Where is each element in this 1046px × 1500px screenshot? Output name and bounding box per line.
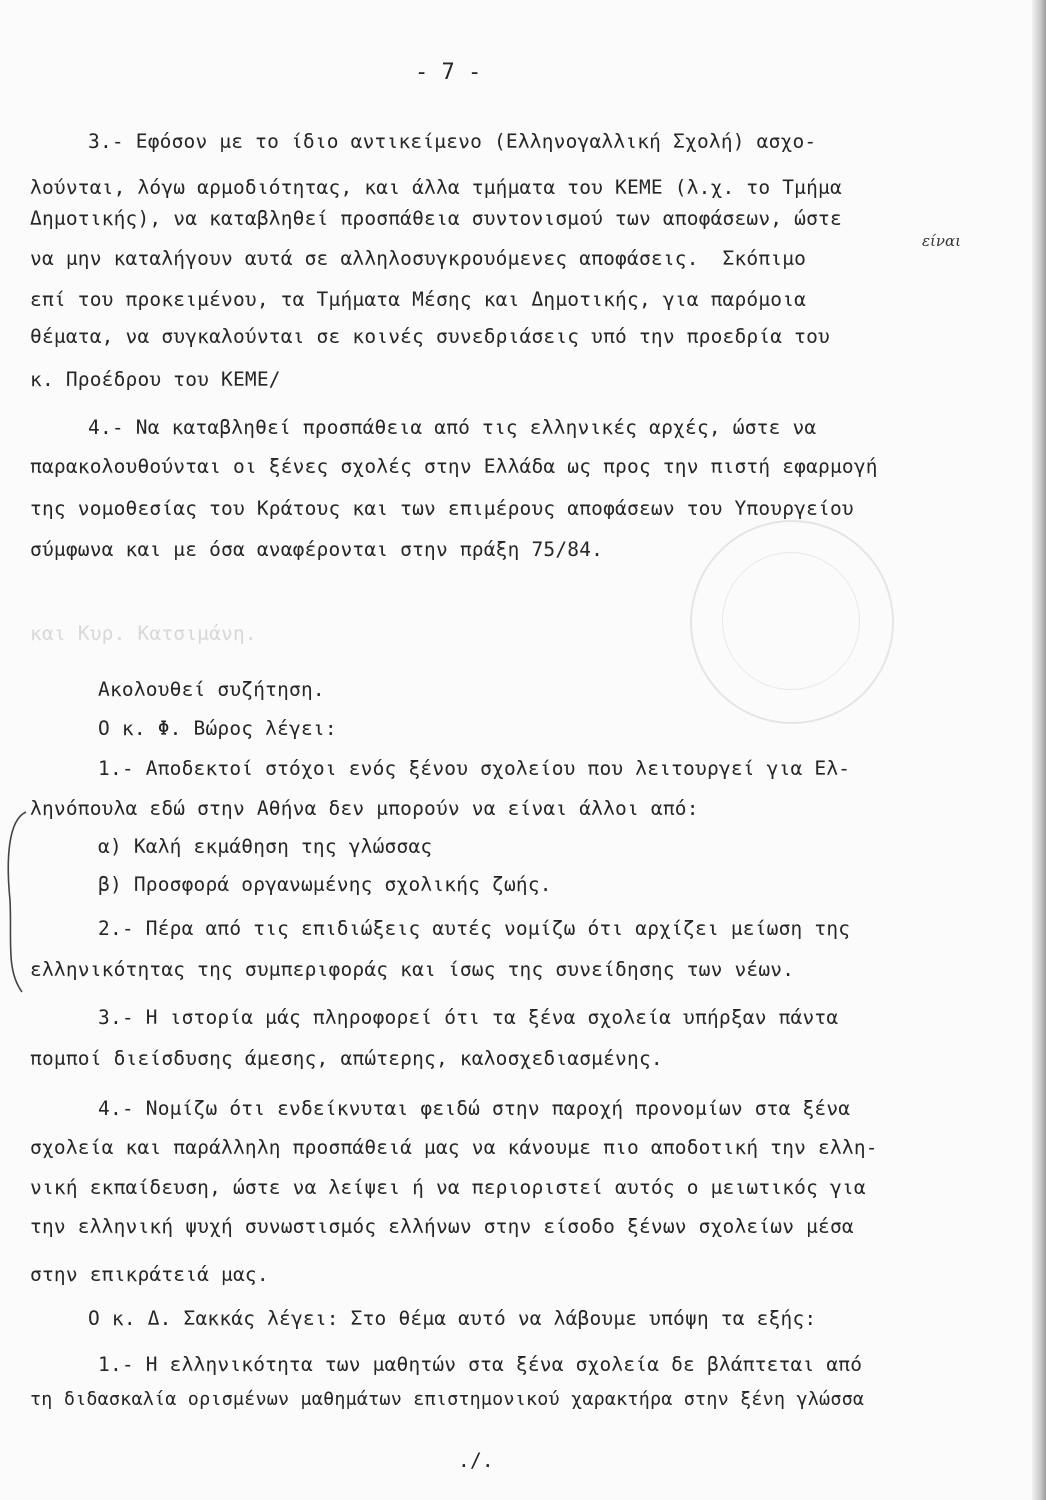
official-stamp [690,520,894,724]
text-line: Ο κ. Φ. Βώρος λέγει: [98,717,337,740]
text-line: ελληνικότητας της συμπεριφοράς και ίσως της συνείδησης των νέων. [30,958,795,981]
text-line: κ. Προέδρου του ΚΕΜΕ/ [30,368,281,391]
continuation-mark: ./. [458,1449,494,1472]
text-line: 2.- Πέρα από τις επιδιώξεις αυτές νομίζω ότι αρχίζει μείωση της [98,917,851,940]
text-line: Ο κ. Δ. Σακκάς λέγει: Στο θέμα αυτό να λάβουμε υπόψη τα εξής: [88,1307,817,1330]
text-line: 3.- Η ιστορία μάς πληροφορεί ότι τα ξένα σχολεία υπήρξαν πάντα [98,1006,839,1029]
text-line: παρακολουθούνται οι ξένες σχολές στην Ελλάδα ως προς την πιστή εφαρμογή [30,455,878,478]
text-line: β) Προσφορά οργανωμένης σχολικής ζωής. [98,873,552,896]
page-number: - 7 - [415,60,482,85]
text-line: στην επικράτειά μας. [30,1263,269,1286]
text-line: σχολεία και παράλληλη προσπάθειά μας να κάνουμε πιο αποδοτική την ελλη- [30,1136,878,1159]
text-line: Ακολουθεί συζήτηση. [98,678,325,701]
text-line: 4.- Νομίζω ότι ενδείκνυται φειδώ στην παροχή προνομίων στα ξένα [98,1097,851,1120]
text-line: πομποί διείσδυσης άμεσης, απώτερης, καλοσχεδιασμένης. [30,1047,663,1070]
faded-text-line: και Κυρ. Κατσιμάνη. [30,622,257,645]
text-line: τη διδασκαλία ορισμένων μαθημάτων επιστημονικού χαρακτήρα στην ξένη γλώσσα [30,1389,865,1410]
text-line: 3.- Εφόσον με το ίδιο αντικείμενο (Ελληνογαλλική Σχολή) ασχο- [88,130,817,153]
text-line: νική εκπαίδευση, ώστε να λείψει ή να περιοριστεί αυτός ο μειωτικός για [30,1176,866,1199]
text-line: σύμφωνα και με όσα αναφέρονται στην πράξη 75/84. [30,538,604,561]
text-line: ληνόπουλα εδώ στην Αθήνα δεν μπορούν να είναι άλλοι από: [30,797,699,820]
text-line: θέματα, να συγκαλούνται σε κοινές συνεδριάσεις υπό την προεδρία του [30,325,830,348]
handwritten-margin-note: είναι [922,232,962,250]
handwritten-bracket [0,800,30,1000]
text-line: 4.- Να καταβληθεί προσπάθεια από τις ελληνικές αρχές, ώστε να [88,416,817,439]
text-line: Δημοτικής), να καταβληθεί προσπάθεια συντονισμού των αποφάσεων, ώστε [30,207,842,230]
text-line: να μην καταλήγουν αυτά σε αλληλοσυγκρουόμενες αποφάσεις. Σκόπιμο [30,247,807,270]
text-line: 1.- Η ελληνικότητα των μαθητών στα ξένα σχολεία δε βλάπτεται από [98,1353,863,1376]
text-line: α) Καλή εκμάθηση της γλώσσας [98,835,433,858]
text-line: λούνται, λόγω αρμοδιότητας, και άλλα τμήματα του ΚΕΜΕ (λ.χ. το Τμήμα [30,176,842,199]
text-line: της νομοθεσίας του Κράτους και των επιμέρους αποφάσεων του Υπουργείου [30,497,854,520]
text-line: την ελληνική ψυχή συνωστισμός ελλήνων στην είσοδο ξένων σχολείων μέσα [30,1215,854,1238]
text-line: επί του προκειμένου, τα Τμήματα Μέσης και Δημοτικής, για παρόμοια [30,288,807,311]
text-line: 1.- Αποδεκτοί στόχοι ενός ξένου σχολείου που λειτουργεί για Ελ- [98,757,851,780]
